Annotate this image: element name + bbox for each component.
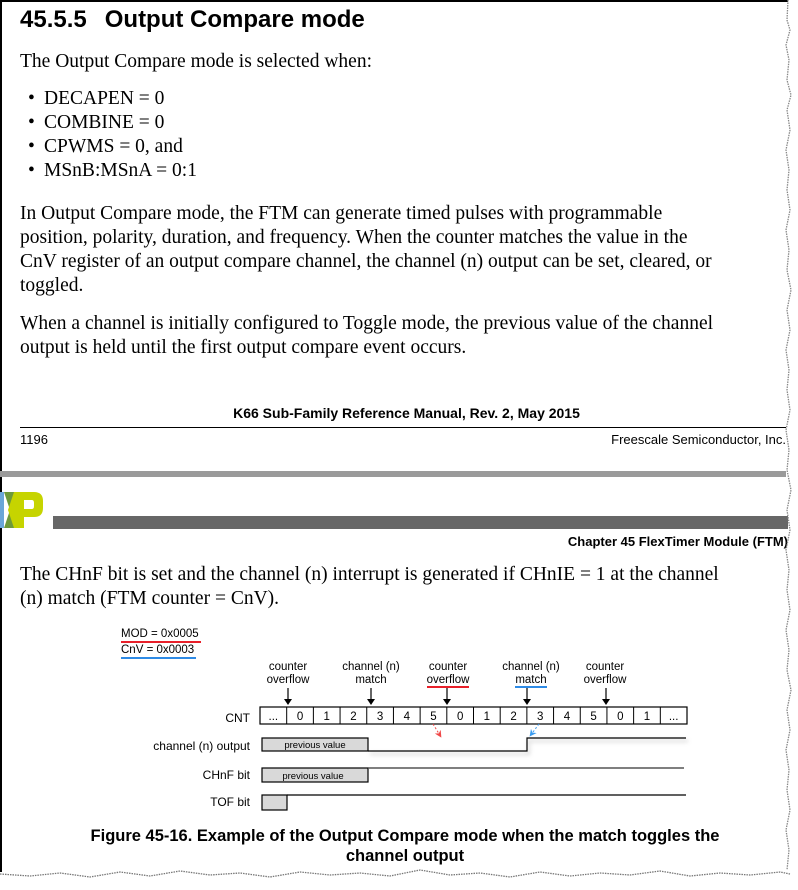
event-label: channel (n) match — [342, 661, 400, 686]
caption-line: Figure 45-16. Example of the Output Compare mode when the match toggles the — [90, 827, 720, 845]
footer-page-number: 1196 — [20, 432, 48, 447]
cnt-label: CNT — [225, 711, 250, 725]
paragraph-line: output is held until the first output compare event occurs. — [20, 337, 467, 358]
bullet-text: DECAPEN = 0 — [44, 88, 165, 109]
paragraph-line: The CHnF bit is set and the channel (n) interrupt is generated if CHnIE = 1 at the channel — [20, 564, 719, 585]
cnt-cell: 3 — [376, 711, 384, 723]
cnt-cell: 1 — [483, 711, 491, 723]
event-arrow-head — [602, 699, 610, 705]
paragraph-line: position, polarity, duration, and frequency. When the counter matches the value in the — [20, 227, 688, 248]
event-arrow-head — [367, 699, 375, 705]
paragraph-line: CnV register of an output compare channel, the channel (n) output can be set, cleared, or — [20, 251, 712, 272]
cnt-cell: 4 — [403, 711, 410, 723]
previous-value-text: previous value — [284, 740, 346, 751]
mod-label: MOD = 0x0005 — [121, 627, 201, 643]
bullet-item: • COMBINE = 0 — [28, 112, 165, 133]
caption-line: channel output — [345, 847, 465, 865]
bullet-text: MSnB:MSnA = 0:1 — [44, 160, 197, 181]
bullet-item: • DECAPEN = 0 — [28, 88, 165, 109]
bullet-text: CPWMS = 0, and — [44, 136, 183, 157]
bullet-item: • MSnB:MSnA = 0:1 — [28, 160, 197, 181]
event-arrow-head — [523, 699, 531, 705]
paragraph-line: When a channel is initially configured to Toggle mode, the previous value of the channel — [20, 313, 714, 334]
cnt-cell: 3 — [537, 711, 544, 723]
event-label: channel (n) match — [502, 661, 560, 686]
cnt-cell: 2 — [350, 711, 357, 723]
signal-label: channel (n) output — [153, 739, 250, 753]
output-line — [368, 738, 686, 751]
cnt-cell: 1 — [323, 711, 330, 723]
bullet-text: COMBINE = 0 — [44, 112, 165, 133]
cnt-cell: 5 — [590, 711, 597, 723]
chapter-title: Chapter 45 FlexTimer Module (FTM) — [567, 534, 788, 549]
event-label: counter overflow — [426, 661, 470, 686]
tof-waveform — [262, 795, 686, 810]
cnt-cell: 0 — [617, 711, 624, 723]
cnt-cell: 1 — [643, 711, 651, 723]
tof-box — [262, 795, 287, 810]
chnf-previous-text: previous value — [282, 771, 344, 782]
paragraph-line: toggled. — [20, 275, 84, 296]
footer-manual-title: K66 Sub-Family Reference Manual, Rev. 2, May 2015 — [233, 405, 580, 421]
signal-label: TOF bit — [210, 795, 250, 809]
event-arrow-head — [284, 699, 292, 705]
cnt-cell: 2 — [510, 711, 517, 723]
intro-text: The Output Compare mode is selected when: — [20, 51, 372, 72]
cnt-cell: 0 — [456, 711, 464, 723]
match-pointer-arrow — [530, 724, 539, 736]
torn-edge-bottom — [0, 868, 798, 890]
signal-label: CHnF bit — [202, 768, 250, 782]
section-number: 45.5.5 — [20, 6, 87, 33]
cnt-cell: 5 — [430, 711, 437, 723]
cnv-label: CnV = 0x0003 — [121, 643, 196, 659]
paragraph-line: (n) match (FTM counter = CnV). — [20, 588, 280, 609]
figure-caption — [0, 826, 798, 866]
footer-company: Freescale Semiconductor, Inc. — [611, 432, 786, 447]
bullet-item: • CPWMS = 0, and — [28, 136, 183, 157]
event-arrow-head — [443, 699, 451, 705]
cnt-strip — [260, 707, 687, 724]
cnt-cell: ... — [668, 711, 679, 723]
section-title: Output Compare mode — [104, 6, 365, 33]
event-label: counter overflow — [266, 661, 310, 686]
event-label: counter overflow — [583, 661, 627, 686]
cnt-cell: 4 — [563, 711, 571, 723]
paragraph-line: In Output Compare mode, the FTM can generate timed pulses with programmable — [20, 203, 663, 224]
overflow-pointer-arrow — [433, 724, 441, 737]
cnt-cell: 0 — [296, 711, 304, 723]
cnt-cell: ... — [268, 711, 279, 723]
torn-edge-right — [782, 0, 798, 890]
event-arrows — [284, 688, 610, 705]
